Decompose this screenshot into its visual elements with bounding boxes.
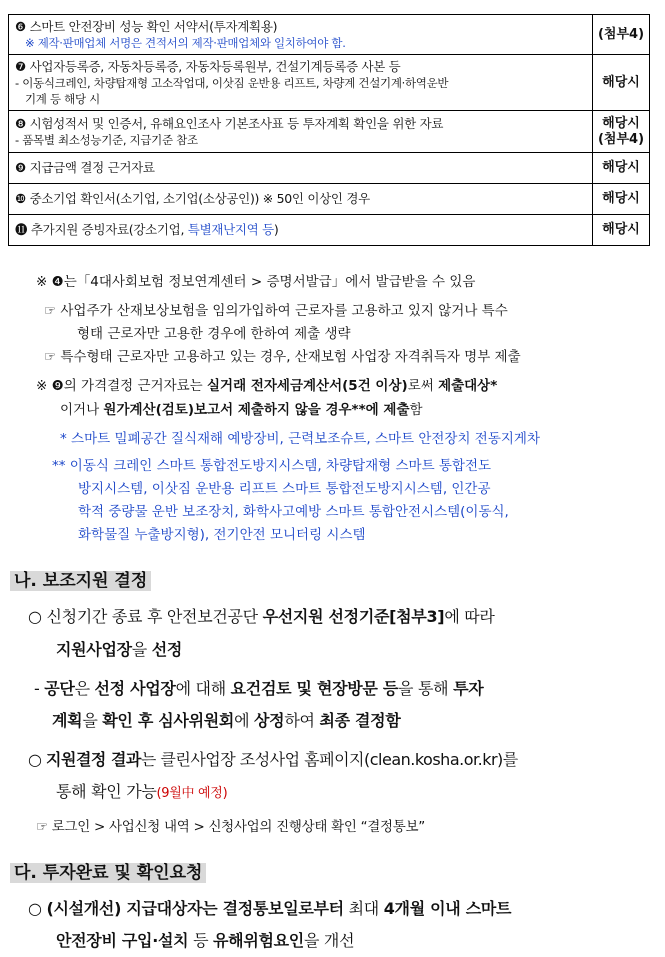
note-line: 형태 근로자만 고용한 경우에 한하여 제출 생략: [77, 326, 351, 342]
text: 하여: [284, 711, 320, 730]
row-note: ※ 제작·판매업체 서명은 견적서의 제작·판매업체와 일치하여야 함.: [25, 35, 346, 50]
row-title-highlight: 특별재난지역 등: [187, 222, 274, 237]
text: 을: [131, 640, 152, 659]
table-row: [9, 55, 650, 111]
bold-text: 우선지원 선정기준[첨부3]: [262, 607, 445, 626]
number-icon: ❾: [51, 378, 64, 394]
footnote-line: 화학물질 누출방지형), 전기안전 모니터링 시스템: [78, 527, 366, 543]
badge-line: 해당시: [602, 115, 640, 131]
note-line: ☞ 특수형태 근로자만 고용하고 있는 경우, 산재보험 사업장 자격취득자 명부 제출: [44, 349, 521, 365]
bold-text: 4개월 이내 스마트: [383, 899, 512, 918]
text: 통해 확인 가능: [56, 782, 157, 801]
bold-text: 지원사업장: [56, 640, 132, 659]
table-row: [9, 15, 650, 55]
text: 에: [234, 711, 255, 730]
section-heading-text: 다. 투자완료 및 확인요청: [10, 863, 206, 883]
note-line: [60, 398, 423, 418]
paragraph-line: [56, 928, 354, 951]
note-mark: ※: [36, 378, 52, 394]
bold-text: 선정 사업장: [94, 679, 176, 698]
note-bold: 원가계산(검토)보고서 제출하지 않을 경우**에 제출: [103, 402, 410, 418]
row-badge: 해당시: [593, 55, 650, 111]
bold-text: 상정: [254, 711, 285, 730]
text: ○: [28, 899, 47, 918]
note-text: (9월中 예정): [156, 786, 228, 801]
row-text: [9, 55, 593, 111]
row-title-end: ): [273, 222, 279, 237]
row-title: 추가지원 증빙자료(강소기업,: [30, 222, 188, 237]
row-title: 스마트 안전장비 성능 확인 서약서(투자계획용): [29, 18, 278, 34]
text: 최대: [343, 899, 384, 918]
document-table: [8, 14, 650, 246]
text: 등: [188, 931, 214, 950]
row-text: [9, 15, 593, 55]
bold-text: 안전장비 구입·설치: [56, 931, 189, 950]
note-text: 의 가격결정 근거자료는: [63, 378, 208, 394]
footnote-line: * 스마트 밀폐공간 질식재해 예방장비, 근력보조슈트, 스마트 안전장치 전동지게차: [60, 431, 541, 447]
note-text: 로써: [407, 378, 439, 394]
paragraph-line: [56, 779, 227, 802]
bold-text: 요건검토 및 현장방문 등: [230, 679, 399, 698]
row-title: 시험성적서 및 인증서, 유해요인조사 기본조사표 등 투자계획 확인을 위한 자료: [29, 115, 444, 131]
table-row: [9, 215, 650, 246]
text: ○ 신청기간 종료 후 안전보건공단: [28, 607, 263, 626]
paragraph-line: [28, 896, 511, 919]
row-badge: (첨부4): [593, 15, 650, 55]
paragraph-line: [52, 708, 401, 731]
row-text: [9, 111, 593, 153]
row-title: 중소기업 확인서(소기업, 소기업(소상공인)) ※ 50인 이상인 경우: [29, 191, 370, 206]
note-bold: 제출대상*: [438, 378, 498, 394]
note-text: 이거나: [60, 402, 104, 418]
number-icon: ❾: [15, 160, 26, 175]
section-heading: [10, 858, 206, 883]
footnote-line: 학적 중량물 운반 보조장치, 화학사고예방 스마트 통합안전시스템(이동식,: [78, 504, 509, 520]
note-line: [36, 374, 497, 394]
footnote-line: ** 이동식 크레인 스마트 통합전도방지시스템, 차량탑재형 스마트 통합전도: [52, 458, 492, 474]
text: -: [34, 679, 45, 698]
row-badge: 해당시: [593, 184, 650, 215]
table-row: [9, 184, 650, 215]
table-row: [9, 153, 650, 184]
paragraph-line: [34, 676, 483, 699]
row-text: [9, 215, 593, 246]
row-note: - 품목별 최소성능기준, 지급기준 참조: [15, 132, 198, 147]
note-text: 는「4대사회보험 정보연계센터 > 증명서발급」에서 발급받을 수 있음: [63, 274, 476, 290]
bold-text: (시설개선) 지급대상자는 결정통보일로부터: [46, 899, 344, 918]
row-title: 사업자등록증, 자동차등록증, 자동차등록원부, 건설기계등록증 사본 등: [29, 58, 401, 74]
text: 을 개선: [303, 931, 355, 950]
number-icon: ❽: [15, 115, 26, 131]
bold-text: 최종 결정함: [319, 711, 401, 730]
bold-text: 투자: [453, 679, 484, 698]
bold-text: 확인 후 심사위원회: [102, 711, 235, 730]
row-badge: 해당시: [593, 215, 650, 246]
number-icon: ❹: [51, 274, 64, 290]
paragraph-line: [56, 637, 182, 660]
note-line: ☞ 로그인 > 사업신청 내역 > 신청사업의 진행상태 확인 “결정통보”: [36, 819, 425, 835]
paragraph-line: [28, 747, 518, 770]
row-text: [9, 184, 593, 215]
footnote-line: 방지시스템, 이삿짐 운반용 리프트 스마트 통합전도방지시스템, 인간공: [78, 481, 491, 497]
text: 는 클린사업장 조성사업 홈페이지(clean.kosha.or.kr)를: [140, 750, 518, 769]
row-note: - 이동식크레인, 차량탑재형 고소작업대, 이삿짐 운반용 리프트, 차량계 건설기계·하역운반: [15, 75, 449, 90]
text: 은: [74, 679, 95, 698]
row-title: 지급금액 결정 근거자료: [29, 160, 155, 175]
note-mark: ※: [36, 274, 52, 290]
section-heading-text: 나. 보조지원 결정: [10, 571, 151, 591]
bold-text: 지원결정 결과: [46, 750, 141, 769]
text: 을 통해: [398, 679, 454, 698]
text: 에 대해: [175, 679, 231, 698]
note-text: 함: [409, 402, 423, 418]
note-line: ☞ 사업주가 산재보상보험을 임의가입하여 근로자를 고용하고 있지 않거나 특수: [44, 303, 508, 319]
note-line: [36, 270, 475, 290]
note-bold: 실거래 전자세금계산서(5건 이상): [207, 378, 408, 394]
row-badge: [593, 111, 650, 153]
bold-text: 선정: [151, 640, 183, 659]
text: 에 따라: [444, 607, 495, 626]
row-note: 기계 등 해당 시: [25, 91, 100, 106]
bold-text: 유해위험요인: [213, 931, 304, 950]
row-badge: 해당시: [593, 153, 650, 184]
paragraph-line: [28, 604, 495, 627]
table-row: [9, 111, 650, 153]
number-icon: ❼: [15, 58, 26, 74]
section-heading: [10, 566, 151, 591]
bold-text: 계획: [52, 711, 83, 730]
text: 을: [82, 711, 103, 730]
bold-text: 공단: [44, 679, 75, 698]
number-icon: ❿: [15, 191, 26, 206]
row-text: [9, 153, 593, 184]
text: ○: [28, 750, 47, 769]
badge-line: (첨부4): [597, 131, 645, 147]
number-icon: ⓫: [15, 222, 28, 237]
number-icon: ❻: [15, 18, 26, 34]
